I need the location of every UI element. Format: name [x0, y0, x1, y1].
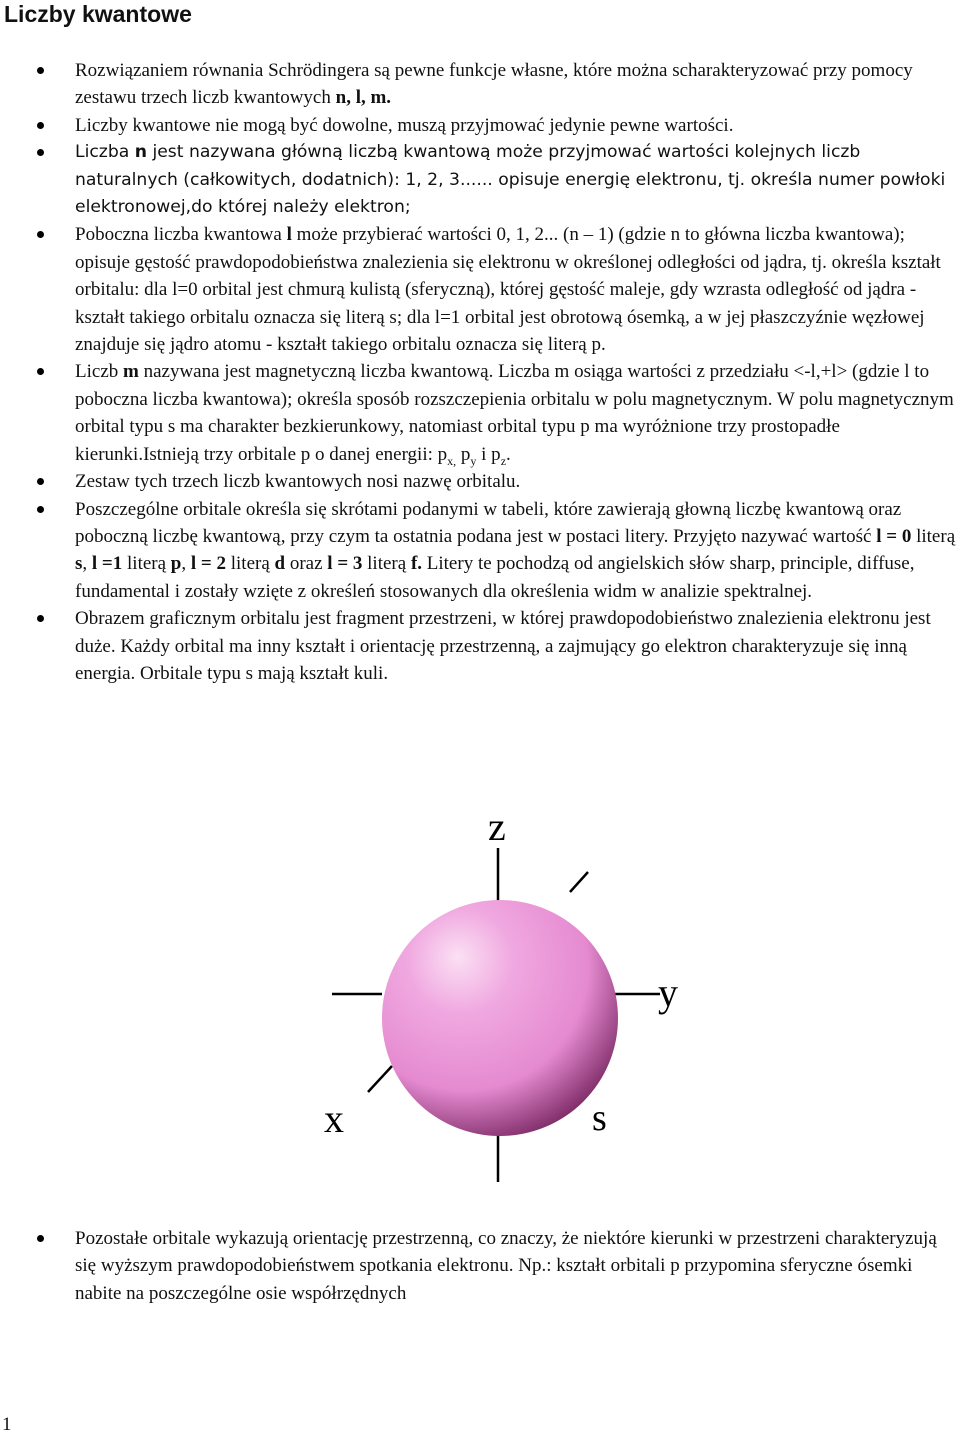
- bold-text: p: [170, 553, 182, 575]
- bullet-list-main: [0, 57, 960, 687]
- subscript-text: x,: [447, 453, 457, 468]
- text-run: Poszczególne orbitale określa się skrótami podanymi w tabeli, które zawierają głowną liczbę kwantową oraz poboczną liczbę kwantową, przy czym ta ostatnia podana jest w postaci litery. Przyjęto nazywać wartość: [75, 498, 902, 547]
- text-run: Zestaw tych trzech liczb kwantowych nosi nazwę orbitalu.: [75, 471, 521, 493]
- bold-text: m: [123, 361, 139, 383]
- page-title: Liczby kwantowe: [4, 1, 192, 27]
- bold-text: n: [134, 142, 147, 163]
- list-item: [0, 112, 960, 139]
- bold-text: l = 3: [327, 553, 363, 575]
- text-run: oraz: [285, 553, 328, 575]
- subscript-text: y: [470, 453, 477, 468]
- text-run: literą: [911, 525, 956, 547]
- bold-text: d: [274, 553, 286, 575]
- text-run: Litery te pochodzą od angielskich słów sharp, principle, diffuse, fundamental i zostały wzięte z określeń stosowanych dla określenia widm w analizie spektralnej.: [75, 553, 915, 602]
- list-item: [0, 57, 960, 112]
- axis-label-x: x: [324, 1096, 344, 1141]
- x-axis-line-back: [570, 872, 588, 892]
- text-run: literą: [362, 553, 411, 575]
- text-run: Liczba: [75, 142, 135, 163]
- text-run: Pozostałe orbitale wykazują orientację przestrzenną, co znaczy, że niektóre kierunki w przestrzeni charakteryzują się wyższym prawdopodobieństwem spotkania elektronu. Np.: kształt orbitali p przypomina sferyczne ósemki nabite na poszczególne osie współrzędnych: [75, 1228, 937, 1304]
- text-run: Liczb: [75, 361, 124, 383]
- text-run: jest nazywana główną liczbą kwantową może przyjmować wartości kolejnych liczb naturalnych (całkowitych, dodatnich): 1, 2, 3...... opisuje energię elektronu, tj. określa numer powłoki elektronowej,do której należy elektron;: [75, 142, 946, 218]
- text-run: Liczby kwantowe nie mogą być dowolne, muszą przyjmować jedynie pewne wartości.: [75, 114, 734, 136]
- bold-text: l =1: [91, 553, 123, 575]
- list-item: [0, 605, 960, 687]
- bold-text: f.: [410, 553, 423, 575]
- list-item: [0, 221, 960, 358]
- text-run: ,: [181, 553, 191, 575]
- text-run: może przybierać wartości 0, 1, 2... (n – 1) (gdzie n to główna liczba kwantowa); opisuje gęstość prawdopodobieństwa znalezienia się elektronu w określonej odległości od jądra, tj. określa kształt orbitalu: dla l=0 orbital jest chmurą kulistą (sferyczną), której gęstość maleje, gdy wzrasta odległość od jądra - kształt takiego orbitalu oznacza się literą s; dla l=1 orbital jest obrotową ósemką, a w jej płaszczyźnie węzłowej znajduje się jądro atomu - kształt takiego orbitalu oznacza się literą p.: [75, 224, 941, 356]
- s-orbital-sphere: [382, 900, 618, 1136]
- bold-text: l = 0: [876, 525, 912, 547]
- text-run: p: [456, 443, 471, 465]
- orbital-label-s: s: [592, 1097, 607, 1139]
- page-number: 1: [2, 1414, 12, 1435]
- text-run: ,: [82, 553, 92, 575]
- list-item: [0, 468, 960, 495]
- s-orbital-diagram: [320, 800, 700, 1205]
- bold-text: n, l, m.: [335, 87, 392, 109]
- text-run: .: [506, 443, 511, 465]
- list-item: [0, 139, 960, 221]
- bold-text: s: [75, 553, 83, 575]
- text-run: Poboczna liczba kwantowa: [75, 224, 287, 246]
- text-run: Obrazem graficznym orbitalu jest fragment przestrzeni, w której prawdopodobieństwo znalezienia elektronu jest duże. Każdy orbital ma inny kształt i orientację przestrzenną, a zajmujący go elektron charakteryzuje się inną energia. Orbitale typu s mają kształt kuli.: [75, 608, 931, 684]
- text-run: nazywana jest magnetyczną liczba kwantową. Liczba m osiąga wartości z przedziału <-l,+l> (gdzie l to poboczna liczba kwantowa); określa sposób rozszczepienia orbitalu w polu magnetycznym. W polu magnetycznym orbital typu s ma charakter bezkierunkowy, natomiast orbital typu p ma wyróżnione trzy prostopadłe kierunki.Istnieją trzy orbitale p o danej energii: p: [75, 361, 954, 465]
- text-run: Rozwiązaniem równania Schrödingera są pewne funkcje własne, które można scharakteryzować przy pomocy zestawu trzech liczb kwantowych: [75, 60, 913, 109]
- list-item: [0, 496, 960, 606]
- text-run: literą: [122, 553, 171, 575]
- text-run: i p: [476, 443, 501, 465]
- text-run: literą: [225, 553, 275, 575]
- s-orbital-figure: [320, 800, 700, 1205]
- axis-label-z: z: [488, 804, 506, 849]
- subscript-text: z: [500, 453, 507, 468]
- axis-label-y: y: [658, 970, 678, 1015]
- list-item: [0, 1225, 960, 1307]
- list-item: [0, 358, 960, 468]
- bold-text: l = 2: [190, 553, 226, 575]
- bold-text: l: [286, 224, 292, 246]
- bullet-list-secondary: [0, 1225, 960, 1307]
- x-axis-line: [368, 1066, 392, 1092]
